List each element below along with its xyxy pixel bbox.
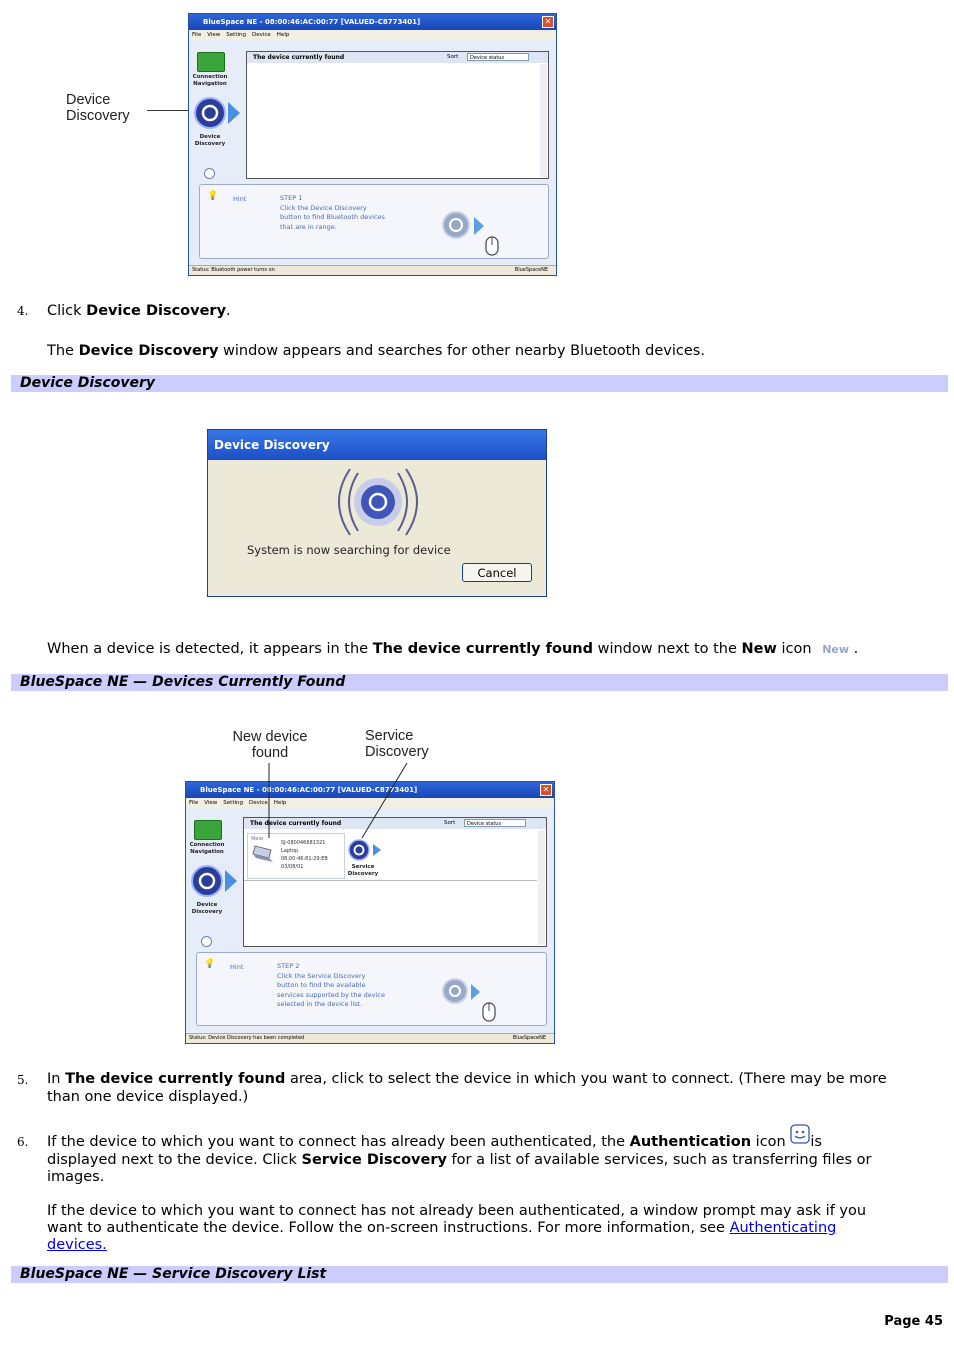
brand-text: BlueSpaceNE [514,267,548,273]
sort-value: Device status [467,821,502,827]
paragraph-discovery-window [47,343,927,360]
sort-label: Sort [444,820,456,826]
text: . [853,641,859,657]
step-number: 5. [17,1073,29,1087]
close-icon[interactable]: ✕ [540,784,552,796]
authenticating-devices-link[interactable]: Authenticating [729,1220,837,1236]
label-line: Device [196,902,218,908]
status-text: Status: Bluetooth power turns on [192,267,275,273]
step-line: services supported by the device [277,990,386,999]
hint-label: Hint [230,963,244,971]
text: displayed next to the device. Click [47,1152,302,1168]
callout-service-discovery [365,728,429,760]
connection-navigation-icon[interactable] [194,820,222,840]
device-line: SJ-080046681321 [281,840,326,846]
step6-text [47,1134,927,1186]
hint-panel [196,952,547,1026]
menu-file[interactable]: File [192,32,202,38]
bulb-icon: 💡 [207,191,219,201]
bold-text: Device Discovery [86,303,227,319]
text: for a list of available services, such as transferring files or [446,1152,872,1168]
menu-view[interactable]: View [207,32,221,38]
bold-text: The device currently found [65,1071,286,1087]
text: Click [47,303,87,319]
sort-select[interactable] [464,819,526,827]
callout-line: New device [232,729,308,745]
dialog-message: System is now searching for device [247,543,451,557]
menu-setting[interactable]: Setting [226,32,246,38]
connection-navigation-label [190,74,230,87]
laptop-icon [251,844,275,864]
new-badge: New [251,836,264,842]
text: icon [751,1134,791,1150]
hint-illustration-icon [433,971,513,1026]
hint-illustration-icon [436,203,516,258]
collapse-icon[interactable] [204,168,215,179]
panel-header-text: The device currently found [250,820,342,827]
step4-text [47,303,927,320]
step-line: Click the Service Discovery [277,971,366,980]
bold-text: Device Discovery [78,343,219,359]
label-line: Service [351,864,375,870]
text: want to authenticate the device. Follow the on-screen instructions. For more information, see [47,1220,730,1236]
label-line: Navigation [193,80,227,87]
device-discovery-dialog [207,429,547,597]
panel-header [247,52,548,63]
searching-radar-icon [318,465,438,539]
text: In [47,1071,66,1087]
step5-text [47,1071,927,1106]
step-title: STEP 2 [277,962,300,970]
window-title: BlueSpace NE - 08:00:46:AC:00:77 [VALUED-C8773401] [186,782,554,798]
section-band-device-discovery: Device Discovery [11,375,948,392]
device-discovery-label [190,134,230,147]
authentication-icon [790,1134,810,1146]
dialog-title: Device Discovery [208,430,546,460]
text: When a device is detected, it appears in the [47,641,373,657]
device-discovery-label [187,902,227,915]
step-number: 4. [17,304,29,318]
status-text: Status: Device Discovery has been completed [189,1035,305,1041]
menu-setting[interactable]: Setting [223,800,243,806]
menu-help[interactable]: Help [276,32,290,38]
menu-device[interactable]: Device [251,32,271,38]
label-line: Discovery [194,140,226,147]
callout-line: Service [365,728,414,744]
window-title: BlueSpace NE - 08:00:46:AC:00:77 [VALUED-C8773401] [189,14,556,30]
cancel-button[interactable]: Cancel [462,563,532,582]
device-line: 03/08/01 [281,864,304,870]
text: If the device to which you want to connect has not already been authenticated, a window prompt may ask if you [47,1203,867,1219]
callout-device-discovery [66,92,130,124]
menu-file[interactable]: File [189,800,199,806]
bold-text: Authentication [629,1134,752,1150]
device-discovery-icon[interactable] [191,864,241,898]
step-line: that are in range. [280,222,337,231]
status-bar [189,265,556,275]
device-info [281,839,328,871]
connection-navigation-icon[interactable] [197,52,225,72]
close-icon[interactable]: ✕ [542,16,554,28]
panel-header-text: The device currently found [253,54,345,61]
callout-line: found [251,745,289,761]
scrollbar[interactable] [538,830,545,945]
brand-text: BlueSpaceNE [512,1035,546,1041]
callout-new-device [229,729,311,761]
sort-label: Sort [447,54,459,60]
label-line: Discovery [347,870,379,877]
label-line: Navigation [190,848,224,855]
text: area, click to select the device in which you want to connect. (There may be more [285,1071,887,1087]
device-discovery-icon[interactable] [194,96,244,130]
connection-navigation-label [187,842,227,855]
menu-bar [189,30,556,40]
callout-leader-lines [240,760,420,842]
step-line: Click the Device Discovery [280,203,367,212]
text: . [226,303,231,319]
hint-text [280,194,385,232]
hint-text [277,962,385,1010]
new-icon: New [822,643,850,656]
callout-line: Discovery [66,108,130,124]
text: images. [47,1169,105,1185]
bluespace-window-step1 [188,13,557,276]
section-band-devices-found: BlueSpace NE — Devices Currently Found [11,674,948,691]
text: window next to the [592,641,742,657]
bold-text: New [741,641,777,657]
text: than one device displayed.) [47,1089,249,1105]
step-line: selected in the device list. [277,1000,363,1008]
page-number: Page 45 [884,1314,943,1329]
collapse-icon[interactable] [201,936,212,947]
text: icon [776,641,812,657]
paragraph-device-detected [47,641,927,658]
divider [244,880,537,881]
text: is [810,1134,822,1150]
label-line: Device [199,134,221,140]
label-line: Connection [192,74,228,80]
step-number: 6. [17,1135,29,1149]
device-line: 08:00:46:81:29:EB [281,856,328,862]
scrollbar[interactable] [540,64,547,177]
label-line: Connection [189,842,225,848]
text: The [47,343,79,359]
menu-help[interactable]: Help [273,800,287,806]
hint-panel [199,184,549,259]
menu-device[interactable]: Device [248,800,268,806]
service-discovery-label [343,864,383,877]
step-line: button to find the available [277,981,366,989]
text: window appears and searches for other nearby Bluetooth devices. [218,343,705,359]
sort-value: Device status [470,55,505,61]
sort-select[interactable] [467,53,529,61]
device-list-panel [246,51,549,179]
paragraph-not-authenticated [47,1203,927,1254]
text: If the device to which you want to connect has already been authenticated, the [47,1134,630,1150]
menu-view[interactable]: View [204,800,218,806]
callout-line: Device [66,92,111,108]
bulb-icon: 💡 [204,959,216,969]
hint-label: Hint [233,195,247,203]
bold-text: Service Discovery [301,1152,447,1168]
callout-line: Discovery [365,744,429,760]
bold-text: The device currently found [372,641,593,657]
section-band-service-discovery: BlueSpace NE — Service Discovery List [11,1266,948,1283]
step-line: button to find Bluetooth devices [280,213,385,221]
status-bar [186,1033,554,1043]
step-title: STEP 1 [280,194,303,202]
label-line: Discovery [191,908,223,915]
device-line: Laptop [281,848,299,854]
authenticating-devices-link[interactable]: devices. [47,1237,107,1253]
